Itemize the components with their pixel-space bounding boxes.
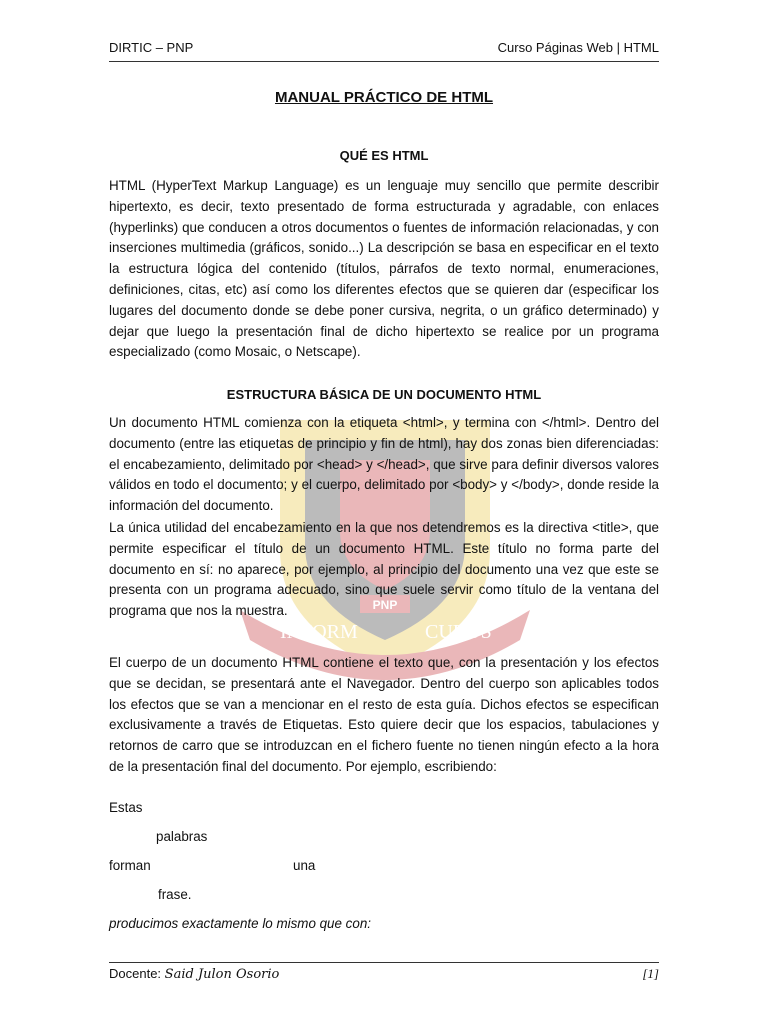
example-word-forman: forman [109, 858, 151, 873]
example-word-palabras: palabras [156, 829, 208, 844]
paragraph-que-es-html: HTML (HyperText Markup Language) es un lenguaje muy sencillo que permite describir hipertexto, es decir, texto presentado de forma estructurada y agradable, con enlaces (hyperlinks) que conducen a otros documentos o fuentes de información relacionadas, y con inserciones multimedia (gráficos, sonido...) La descripción se basa en especificar en el texto la estructura lógica del contenido (títulos, párrafos de texto normal, enumeraciones, definiciones, citas, etc) así como los diferentes efectos que se quieren dar (especificar los lugares del documento donde se debe poner cursiva, negrita, o un gráfico determinado) y dejar que luego la presentación final de dicho hipertexto se realice por un programa especializado (como Mosaic, o Netscape). [109, 178, 659, 360]
page-header [109, 40, 659, 62]
crest-right-text: CURUS [425, 621, 492, 643]
header-left: DIRTIC – PNP [109, 40, 194, 55]
paragraph-estructura-1: Un documento HTML comienza con la etiqueta <html>, y termina con </html>. Dentro del documento (entre las etiquetas de principio y fin de html), hay dos zonas bien diferenciadas: el encabezamiento, delimitado por <head> y </head>, que sirve para definir diversos valores válidos en todo el documento; y el cuerpo, delimitado por <body> y </body>, donde reside la información del documento. [109, 415, 659, 514]
section-heading-que-es-html: QUÉ ES HTML [339, 148, 429, 163]
document-title: MANUAL PRÁCTICO DE HTML [274, 89, 494, 106]
paragraph-estructura-3: El cuerpo de un documento HTML contiene el texto que, con la presentación y los efectos que se decidan, se presentará ante el Navegador. Dentro del cuerpo son aplicables todos los efectos que se van a mencionar en el resto de esta guía. Dichos efectos se especifican exclusivamente a través de Etiquetas. Esto quiere decir que los espacios, tabulaciones y retornos de carro que se introduzcan en el fichero fuente no tienen ningún efecto a la hora de la presentación final del documento. Por ejemplo, escribiendo: [109, 655, 659, 774]
example-word-estas: Estas [109, 800, 143, 815]
footer-author-name: Said Julon Osorio [164, 967, 280, 982]
example-closing-line: producimos exactamente lo mismo que con: [109, 916, 371, 931]
footer-label: Docente: [109, 966, 162, 981]
paragraph-estructura-2: La única utilidad del encabezamiento en la que nos detendremos es la directiva <title>, que permite especificar el título de un documento HTML. Este título no forma parte del documento en sí: no aparece, por ejemplo, al principio del documento una vez que este se presenta con un programa adecuado, sino que suele servir como título de la ventana del programa que nos la muestra. [109, 520, 659, 619]
crest-left-text: INFORM [280, 621, 358, 643]
crest-badge-text: PNP [372, 598, 398, 612]
example-word-una: una [293, 858, 316, 873]
page-number: [1] [642, 966, 659, 981]
section-heading-estructura: ESTRUCTURA BÁSICA DE UN DOCUMENTO HTML [226, 387, 542, 402]
footer-author [109, 966, 279, 982]
header-right: Curso Páginas Web | HTML [497, 40, 659, 55]
page-footer [109, 962, 659, 982]
example-word-frase: frase. [158, 887, 192, 902]
